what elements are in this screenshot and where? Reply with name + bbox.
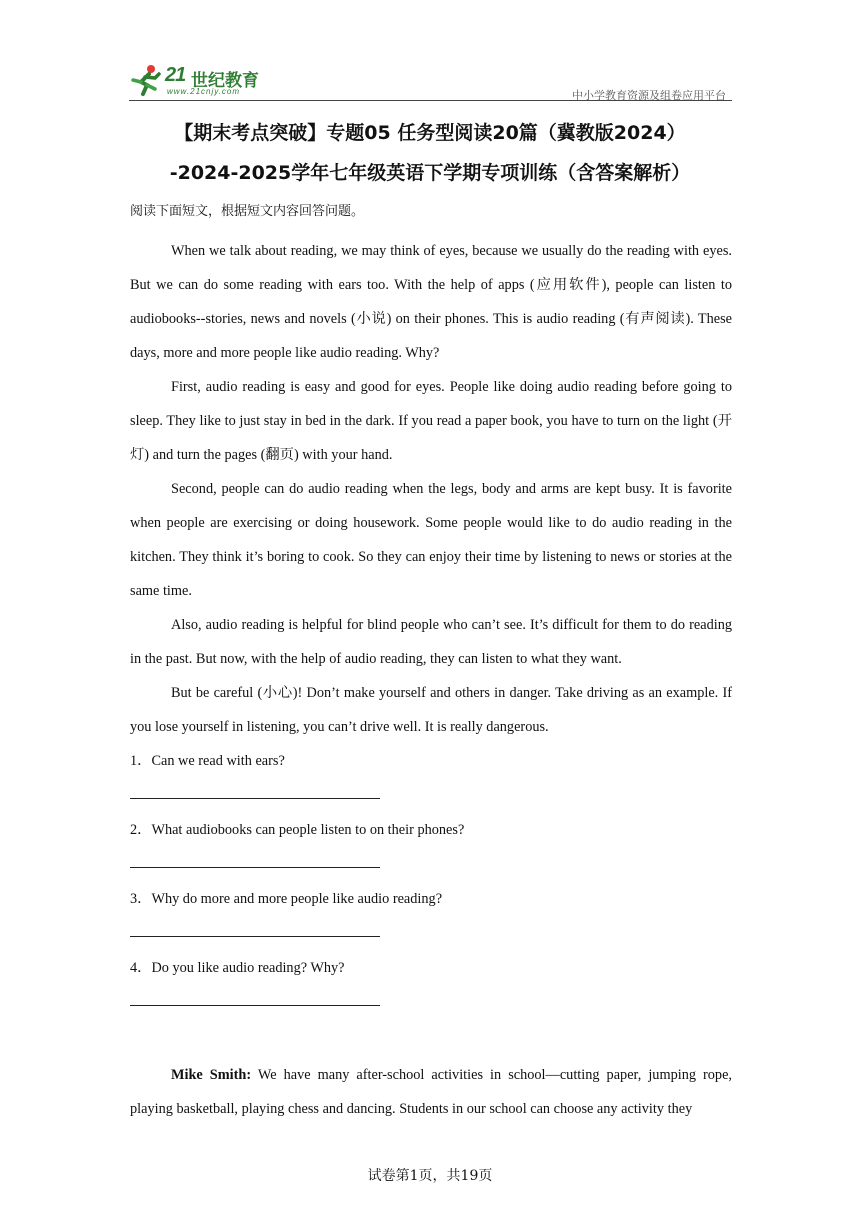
instruction-text: 阅读下面短文，根据短文内容回答问题。 [130, 204, 365, 219]
speaker-name: Mike Smith: [171, 1067, 252, 1083]
question-3: 3．Why do more and more people like audio reading? [130, 891, 443, 907]
passage-paragraph-3: Second, people can do audio reading when the legs, body and arms are kept busy. It is favorite when people are exercising or doing housework. Some people would like to do audio reading in the kitchen. They think it’s boring to cook. So they can enjoy their time by listening to news or stories at the same time. [130, 481, 732, 599]
question-4: 4．Do you like audio reading? Why? [130, 960, 345, 976]
next-passage-text: We have many after-school activities in school—cutting paper, jumping rope, playing basketball, playing chess and dancing. Students in our school can choose any activity they [130, 1067, 732, 1117]
question-2: 2．What audiobooks can people listen to on their phones? [130, 822, 465, 838]
document-title-line-1: 【期末考点突破】专题05 任务型阅读20篇（冀教版2024） [174, 122, 686, 144]
page-header [129, 62, 732, 102]
next-passage-paragraph [130, 1058, 732, 1126]
header-divider [129, 100, 732, 101]
document-title-line-2: -2024-2025学年七年级英语下学期专项训练（含答案解析） [169, 162, 691, 184]
passage-paragraph-4: Also, audio reading is helpful for blind people who can’t see. It’s difficult for them to do reading in the past. But now, with the help of audio reading, they can listen to what they want. [130, 617, 732, 667]
runner-logo-icon [129, 64, 163, 98]
answer-line-1[interactable] [130, 797, 380, 799]
logo-text: 世纪教育 [191, 71, 259, 91]
logo-url: www.21cnjy.com [167, 87, 240, 96]
passage-paragraph-2: First, audio reading is easy and good for eyes. People like doing audio reading before going to sleep. They like to just stay in bed in the dark. If you read a paper book, you have to turn on the light (开灯) and turn the pages (翻页) with your hand. [130, 379, 732, 463]
answer-line-3[interactable] [130, 935, 380, 937]
question-1: 1．Can we read with ears? [130, 753, 285, 769]
passage-paragraph-1: When we talk about reading, we may think of eyes, because we usually do the reading with eyes. But we can do some reading with ears too. With the help of apps (应用软件), people can listen to audiobooks--stories, news and novels (小说) on their phones. This is audio reading (有声阅读). These days, more and more people like audio reading. Why? [130, 243, 732, 361]
logo-number: 21 [165, 64, 186, 86]
site-logo [129, 62, 279, 100]
header-platform-text: 中小学教育资源及组卷应用平台 [572, 89, 726, 102]
document-body [130, 200, 732, 1126]
section-spacer [130, 1020, 732, 1058]
answer-line-2[interactable] [130, 866, 380, 868]
page-footer: 试卷第1页，共19页 [367, 1168, 493, 1184]
passage-paragraph-5: But be careful (小心)! Don’t make yourself and others in danger. Take driving as an example. If you lose yourself in listening, you can’t drive well. It is really dangerous. [130, 685, 732, 735]
answer-line-4[interactable] [130, 1004, 380, 1006]
